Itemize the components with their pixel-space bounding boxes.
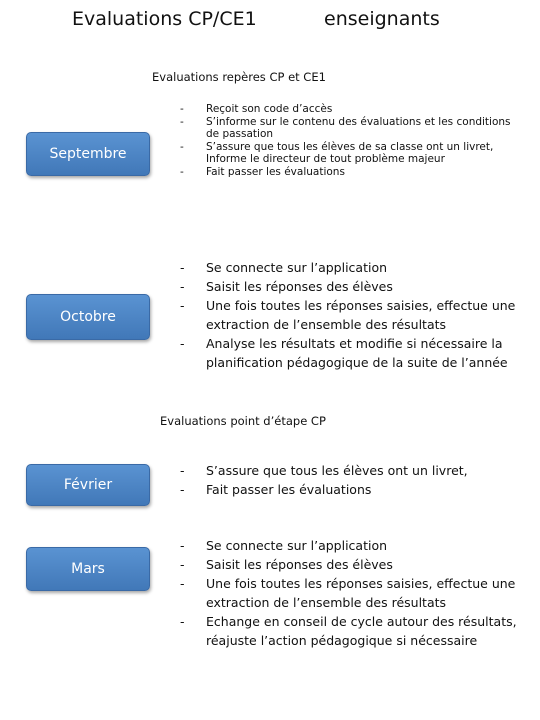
list-item: - Saisit les réponses des élèves <box>180 557 393 572</box>
month-label: Octobre <box>60 309 116 325</box>
list-item: - S’informe sur le contenu des évaluations et les conditions de passation <box>180 115 511 140</box>
bullet-dash: - <box>180 165 184 178</box>
list-item: - Se connecte sur l’application <box>180 260 388 275</box>
bullet-dash: - <box>180 336 185 351</box>
section-heading-point-etape: Evaluations point d’étape CP <box>160 414 326 428</box>
page-subtitle: enseignants <box>324 8 440 30</box>
bullet-dash: - <box>180 463 185 478</box>
bullet-dash: - <box>180 115 184 128</box>
month-label: Février <box>63 477 113 493</box>
list-item: - S’assure que tous les élèves ont un livret, <box>180 463 468 478</box>
month-box-fevrier <box>26 464 150 506</box>
bullet-dash: - <box>180 260 185 275</box>
list-item: - Analyse les résultats et modifie si nécessaire la planification pédagogique de la suite de l’année <box>180 336 508 370</box>
list-item: - Echange en conseil de cycle autour des résultats, réajuste l’action pédagogique si nécessaire <box>180 614 517 648</box>
month-label: Septembre <box>49 146 127 162</box>
task-list-mars <box>180 536 530 650</box>
list-item: - Reçoit son code d’accès <box>180 103 333 115</box>
list-item: - S’assure que tous les élèves de sa classe ont un livret, Informe le directeur de tout problème majeur <box>180 140 494 165</box>
list-item: - Fait passer les évaluations <box>180 482 372 497</box>
bullet-dash: - <box>180 614 185 629</box>
bullet-dash: - <box>180 279 185 294</box>
list-item: - Se connecte sur l’application <box>180 538 388 553</box>
list-item: - Une fois toutes les réponses saisies, effectue une extraction de l’ensemble des résultats <box>180 576 516 610</box>
bullet-dash: - <box>180 576 185 591</box>
task-list-fevrier <box>180 461 530 499</box>
month-box-mars <box>26 547 150 591</box>
bullet-dash: - <box>180 140 184 153</box>
section-heading-reperes: Evaluations repères CP et CE1 <box>152 70 326 84</box>
list-item: - Saisit les réponses des élèves <box>180 279 393 294</box>
bullet-dash: - <box>180 482 185 497</box>
page-title: Evaluations CP/CE1 <box>72 8 257 30</box>
list-item: - Fait passer les évaluations <box>180 165 345 178</box>
bullet-dash: - <box>180 103 184 115</box>
bullet-dash: - <box>180 538 185 553</box>
month-label: Mars <box>71 561 105 577</box>
task-list-octobre <box>180 258 530 372</box>
month-box-octobre <box>26 294 150 340</box>
list-item: - Une fois toutes les réponses saisies, effectue une extraction de l’ensemble des résultats <box>180 298 516 332</box>
month-box-septembre <box>26 132 150 176</box>
bullet-dash: - <box>180 557 185 572</box>
task-list-septembre <box>180 103 520 178</box>
bullet-dash: - <box>180 298 185 313</box>
